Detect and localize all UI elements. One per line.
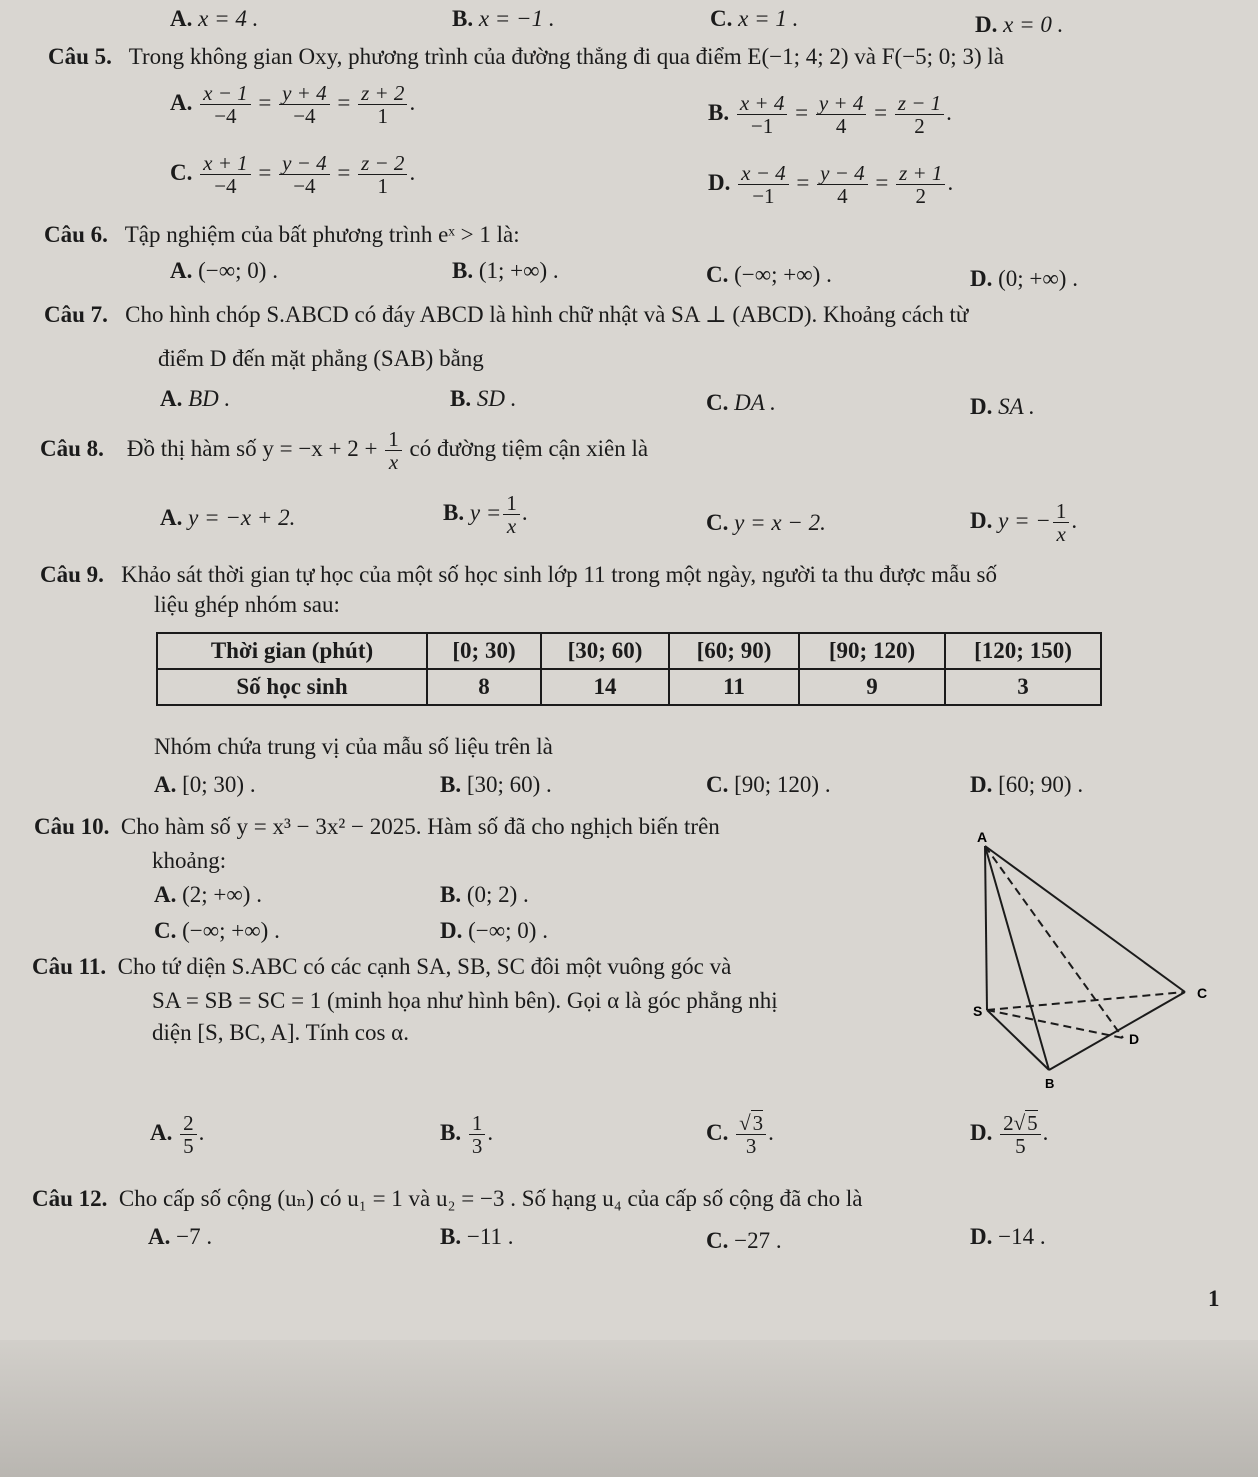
q6-option-b: B. (1; +∞) . xyxy=(452,258,559,283)
q6-option-d: D. (0; +∞) . xyxy=(970,266,1078,291)
table-cell: [60; 90) xyxy=(669,633,799,669)
q8-option-c: C. y = x − 2. xyxy=(706,510,826,535)
q12-option-d: D. −14 . xyxy=(970,1224,1046,1249)
q11-stem-line1: Câu 11. Cho tứ diện S.ABC có các cạnh SA, SB, SC đôi một vuông góc và xyxy=(32,954,732,979)
q4-option-a: A. x = 4 . xyxy=(170,6,259,31)
figure-label-c: C xyxy=(1197,985,1208,1001)
table-cell: [120; 150) xyxy=(945,633,1101,669)
q9-data-table xyxy=(156,632,1102,706)
q6-option-a: A. (−∞; 0) . xyxy=(170,258,278,283)
q10-option-a: A. (2; +∞) . xyxy=(154,882,262,907)
q11-stem-line3: diện [S, BC, A]. Tính cos α. xyxy=(152,1020,409,1045)
q5-stem: Câu 5. Trong không gian Oxy, phương trình của đường thẳng đi qua điểm E(−1; 4; 2) và F(−5; 0; 3) là xyxy=(48,44,1004,69)
table-row xyxy=(157,669,1101,705)
q5-option-b: B. $\frac{x + 4}{-1}$ = $\frac{y + 4}{4}$ = $\frac{z - 1}{2}$ . xyxy=(708,91,952,139)
q6-stem: Câu 6. Tập nghiệm của bất phương trình eˣ > 1 là: xyxy=(44,222,520,247)
q12-stem: Câu 12. Cho cấp số cộng (uₙ) có u₁ = 1 và u₂ = −3 . Số hạng u₄ của cấp số cộng đã cho là xyxy=(32,1186,863,1211)
table-cell: [30; 60) xyxy=(541,633,669,669)
q7-stem-line1: Câu 7. Cho hình chóp S.ABCD có đáy ABCD là hình chữ nhật và SA ⊥ (ABCD). Khoảng cách từ xyxy=(44,302,969,327)
table-row xyxy=(157,633,1101,669)
q7-option-a: A. BD . xyxy=(160,386,231,411)
q9-option-b: B. [30; 60) . xyxy=(440,772,552,797)
table-cell: [90; 120) xyxy=(799,633,945,669)
q11-option-a: A. $\frac{2}{5}$ . xyxy=(150,1111,205,1159)
table-cell: Thời gian (phút) xyxy=(157,633,427,669)
q5-option-c: C. $\frac{x + 1}{-4}$ = $\frac{y - 4}{-4}$ = $\frac{z - 2}{1}$ . xyxy=(170,151,416,199)
q5-option-a: A. $\frac{x - 1}{-4}$ = $\frac{y + 4}{-4}$ = $\frac{z + 2}{1}$ . xyxy=(170,81,416,129)
q9-option-a: A. [0; 30) . xyxy=(154,772,256,797)
figure-label-s: S xyxy=(973,1003,983,1019)
q10-option-d: D. (−∞; 0) . xyxy=(440,918,548,943)
table-cell: 8 xyxy=(427,669,541,705)
q10-option-c: C. (−∞; +∞) . xyxy=(154,918,280,943)
q12-option-c: C. −27 . xyxy=(706,1228,782,1253)
q8-option-a: A. y = −x + 2. xyxy=(160,505,296,530)
q6-option-c: C. (−∞; +∞) . xyxy=(706,262,832,287)
q8-option-d: D. y = − $\frac{1}{x}$ . xyxy=(970,499,1078,547)
table-cell: 14 xyxy=(541,669,669,705)
table-cell: [0; 30) xyxy=(427,633,541,669)
q11-stem-line2: SA = SB = SC = 1 (minh họa như hình bên). Gọi α là góc phẳng nhị xyxy=(152,988,778,1013)
q12-option-a: A. −7 . xyxy=(148,1224,213,1249)
q4-option-d: D. x = 0 . xyxy=(975,12,1064,37)
tetrahedron-figure xyxy=(965,828,1225,1098)
q7-option-d: D. SA . xyxy=(970,394,1035,419)
figure-label-a: A xyxy=(977,829,988,845)
figure-label-d: D xyxy=(1129,1031,1140,1047)
q9-stem-line1: Câu 9. Khảo sát thời gian tự học của một số học sinh lớp 11 trong một ngày, người ta thu được mẫu số xyxy=(40,562,997,587)
q7-option-b: B. SD . xyxy=(450,386,517,411)
q9-question: Nhóm chứa trung vị của mẫu số liệu trên là xyxy=(154,734,553,759)
table-cell: 3 xyxy=(945,669,1101,705)
table-cell: 9 xyxy=(799,669,945,705)
q9-option-c: C. [90; 120) . xyxy=(706,772,831,797)
page-number: 1 xyxy=(1208,1286,1220,1311)
q12-option-b: B. −11 . xyxy=(440,1224,514,1249)
q4-option-c: C. x = 1 . xyxy=(710,6,799,31)
q9-stem-line2: liệu ghép nhóm sau: xyxy=(154,592,340,617)
q4-option-b: B. x = −1 . xyxy=(452,6,555,31)
q7-stem-line2: điểm D đến mặt phẳng (SAB) bằng xyxy=(158,346,484,371)
q7-option-c: C. DA . xyxy=(706,390,776,415)
q11-option-c: C. $\frac{√3}{3}$ . xyxy=(706,1111,774,1159)
table-cell: 11 xyxy=(669,669,799,705)
q8-option-b: B. y = $\frac{1}{x}$ . xyxy=(443,491,528,539)
q10-option-b: B. (0; 2) . xyxy=(440,882,529,907)
q11-option-d: D. $\frac{2√5}{5}$ . xyxy=(970,1111,1049,1159)
q11-option-b: B. $\frac{1}{3}$ . xyxy=(440,1111,494,1159)
q10-stem-line1: Câu 10. Cho hàm số y = x³ − 3x² − 2025. Hàm số đã cho nghịch biến trên xyxy=(34,814,720,839)
q8-stem: Câu 8. Đồ thị hàm số y = −x + 2 + $\frac{1}{x}$ có đường tiệm cận xiên là xyxy=(40,427,649,475)
figure-label-b: B xyxy=(1045,1076,1055,1091)
q5-option-d: D. $\frac{x - 4}{-1}$ = $\frac{y - 4}{4}$ = $\frac{z + 1}{2}$ . xyxy=(708,161,954,209)
paper-shadow xyxy=(0,1340,1258,1477)
table-cell: Số học sinh xyxy=(157,669,427,705)
q9-option-d: D. [60; 90) . xyxy=(970,772,1084,797)
q10-stem-line2: khoảng: xyxy=(152,848,227,873)
